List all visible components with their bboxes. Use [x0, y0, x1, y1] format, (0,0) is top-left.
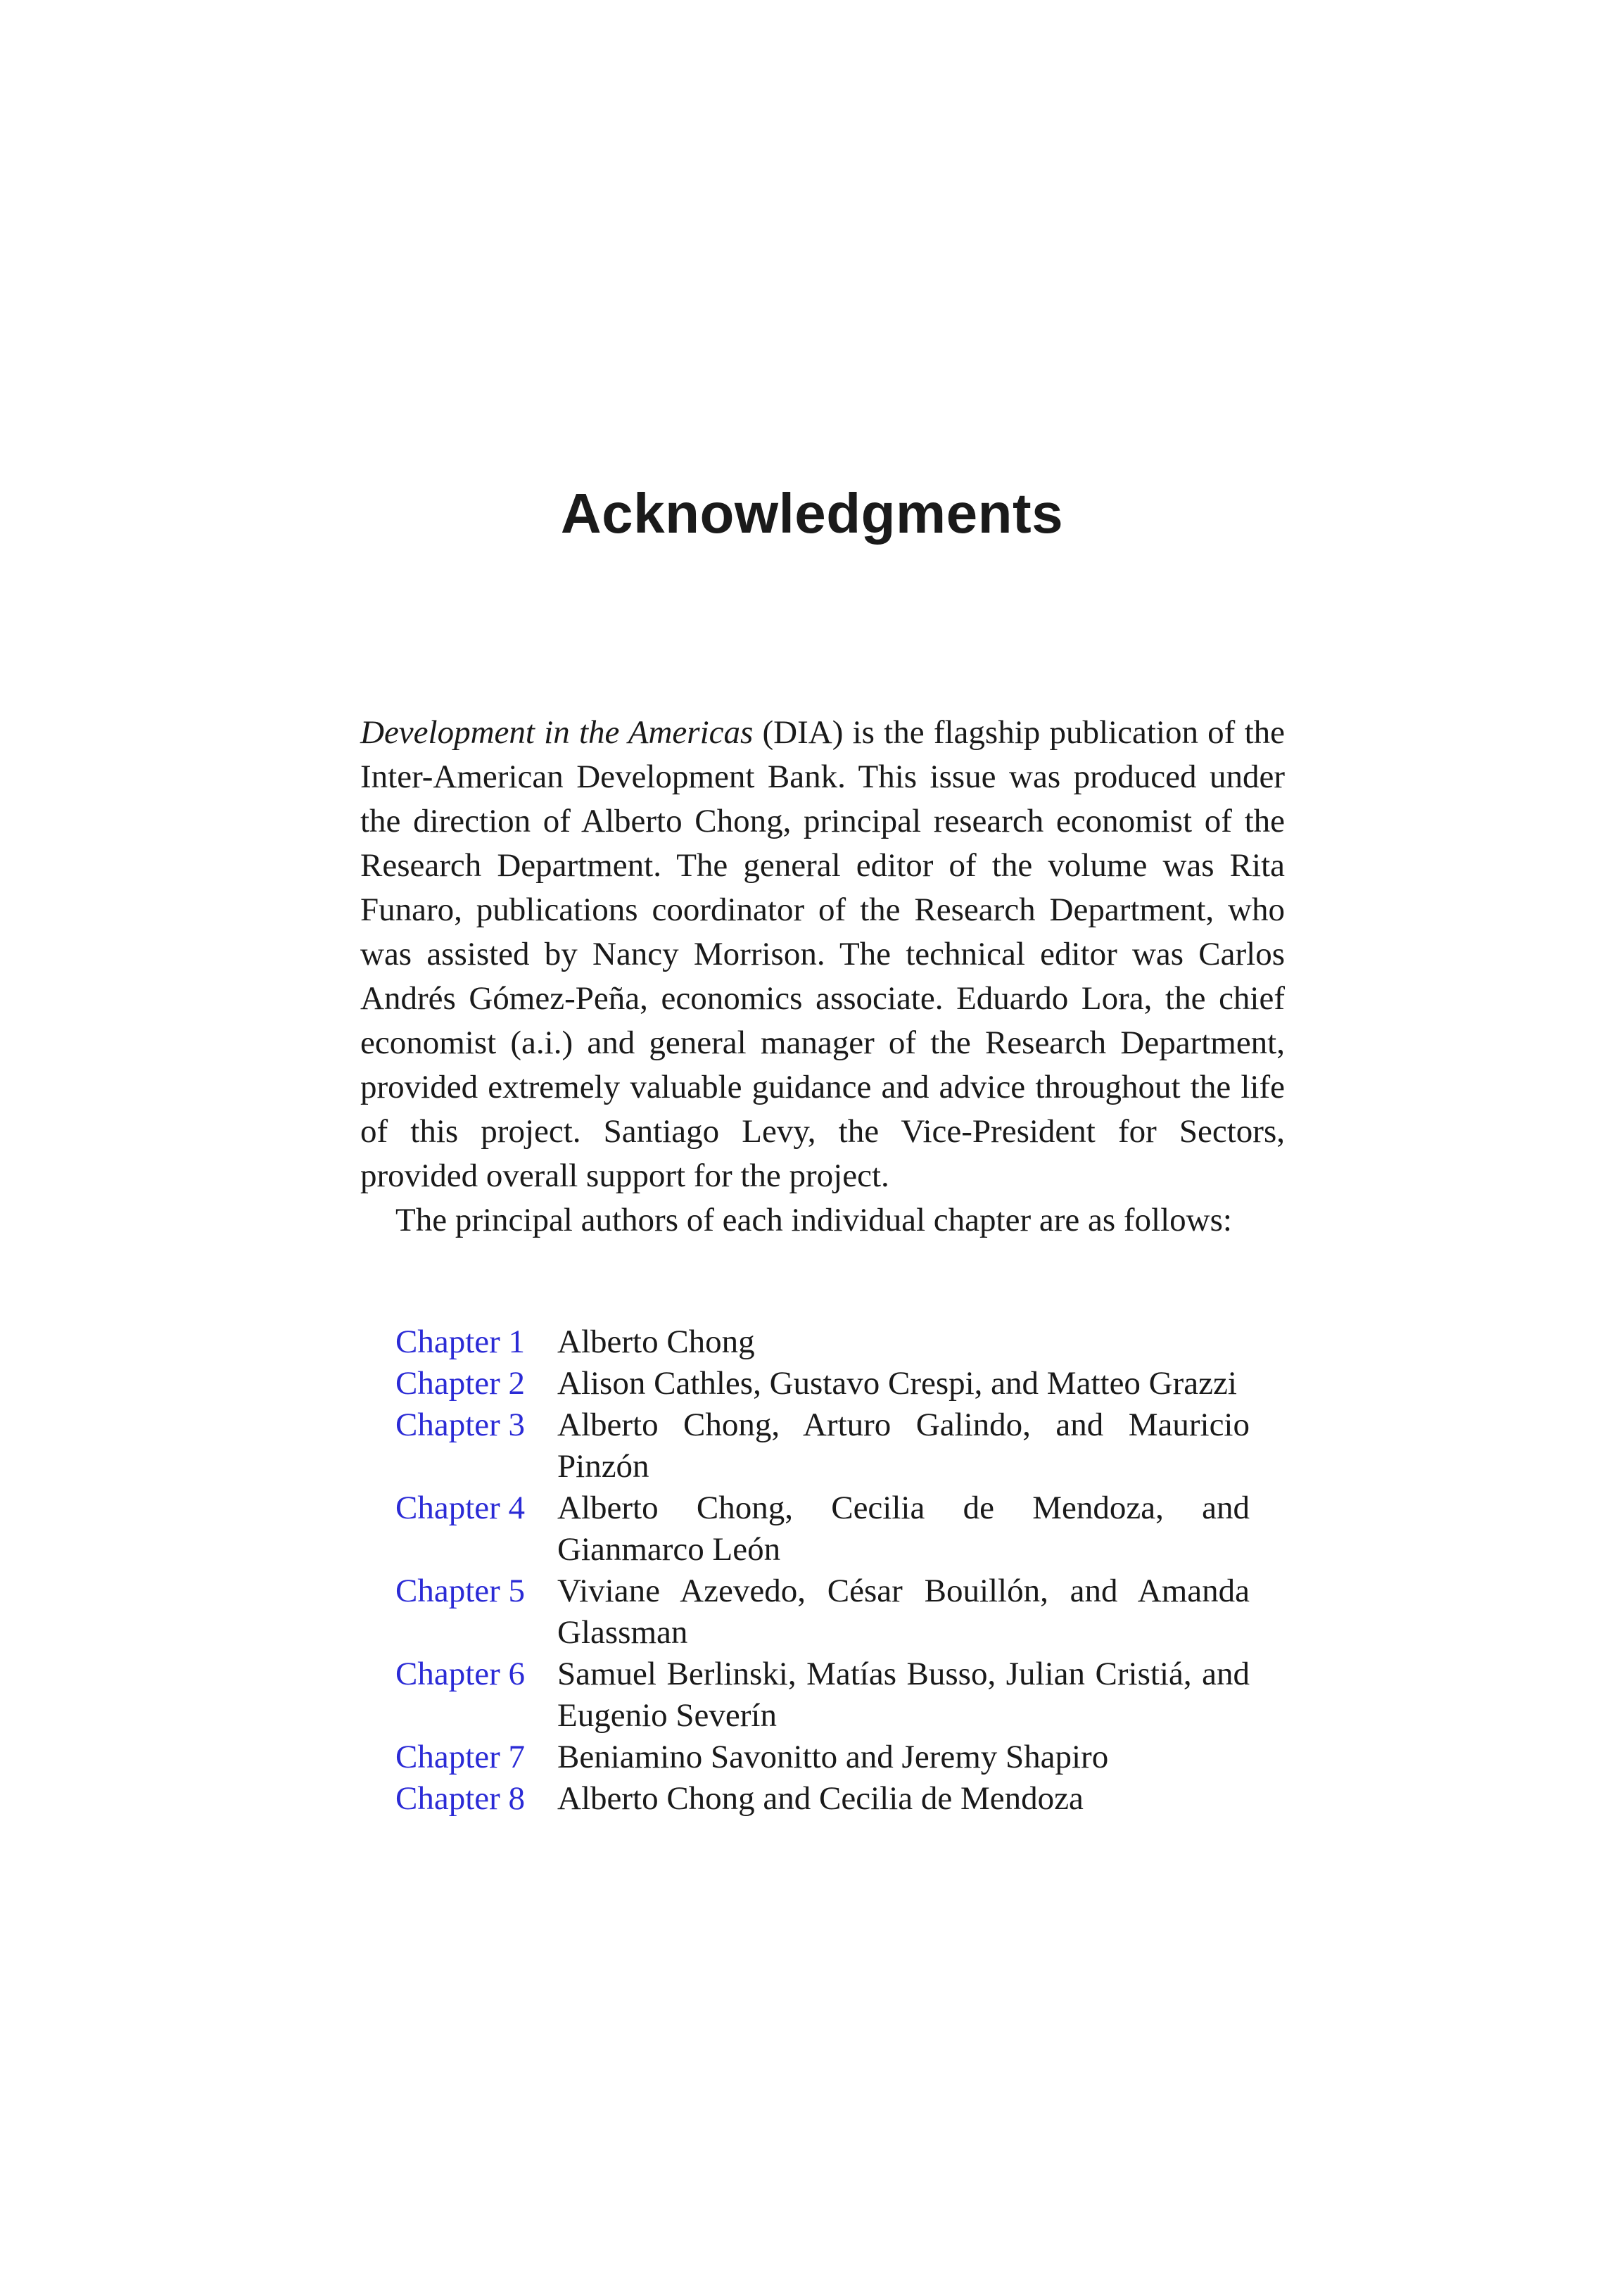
- chapter-3-link[interactable]: Chapter 3: [395, 1407, 526, 1443]
- page-title: Acknowledgments: [560, 482, 1064, 545]
- chapter-1-link[interactable]: Chapter 1: [395, 1324, 526, 1360]
- chapter-1-authors: Alberto Chong: [557, 1324, 755, 1360]
- chapter-row: [395, 1363, 1250, 1404]
- chapter-4-authors: Alberto Chong, Cecilia de Mendoza, and Gianmarco León: [557, 1490, 1250, 1568]
- publication-title: Development in the Americas: [360, 714, 754, 751]
- chapter-4-link[interactable]: Chapter 4: [395, 1490, 526, 1526]
- chapter-row: [395, 1321, 1250, 1363]
- chapter-7-link[interactable]: Chapter 7: [395, 1739, 526, 1775]
- chapter-row: [395, 1571, 1250, 1654]
- chapter-5-authors: Viviane Azevedo, César Bouillón, and Amanda Glassman: [557, 1573, 1250, 1651]
- chapter-row: [395, 1778, 1250, 1820]
- chapter-3-authors: Alberto Chong, Arturo Galindo, and Mauricio Pinzón: [557, 1407, 1250, 1485]
- chapter-2-link[interactable]: Chapter 2: [395, 1365, 526, 1402]
- intro-paragraph: [360, 711, 1285, 1198]
- chapter-6-authors: Samuel Berlinski, Matías Busso, Julian Cristiá, and Eugenio Severín: [557, 1656, 1250, 1734]
- acknowledgments-body: [360, 711, 1285, 1243]
- chapter-row: [395, 1737, 1250, 1778]
- chapter-6-link[interactable]: Chapter 6: [395, 1656, 526, 1692]
- chapter-row: [395, 1404, 1250, 1487]
- chapter-8-link[interactable]: Chapter 8: [395, 1780, 526, 1817]
- intro-paragraph-text: (DIA) is the flagship publication of the Inter-American Development Bank. This issue was produced under the direction of Alberto Chong, principal research economist of the Research Department. The general editor of the volume was Rita Funaro, publications coordinator of the Research Department, who was assisted by Nancy Morrison. The technical editor was Carlos Andrés Gómez-Peña, economics associate. Eduardo Lora, the chief economist (a.i.) and general manager of the Research Department, provided extremely valuable guidance and advice throughout the life of this project. Santiago Levy, the Vice-President for Sectors, provided overall support for the project.: [360, 714, 1285, 1194]
- chapter-row: [395, 1654, 1250, 1737]
- chapter-2-authors: Alison Cathles, Gustavo Crespi, and Matteo Grazzi: [557, 1365, 1237, 1402]
- chapter-7-authors: Beniamino Savonitto and Jeremy Shapiro: [557, 1739, 1109, 1775]
- chapter-row: [395, 1487, 1250, 1571]
- authors-intro-paragraph: The principal authors of each individual chapter are as follows:: [395, 1202, 1232, 1238]
- chapter-5-link[interactable]: Chapter 5: [395, 1573, 526, 1609]
- chapter-8-authors: Alberto Chong and Cecilia de Mendoza: [557, 1780, 1084, 1817]
- chapter-author-list: [395, 1321, 1250, 1820]
